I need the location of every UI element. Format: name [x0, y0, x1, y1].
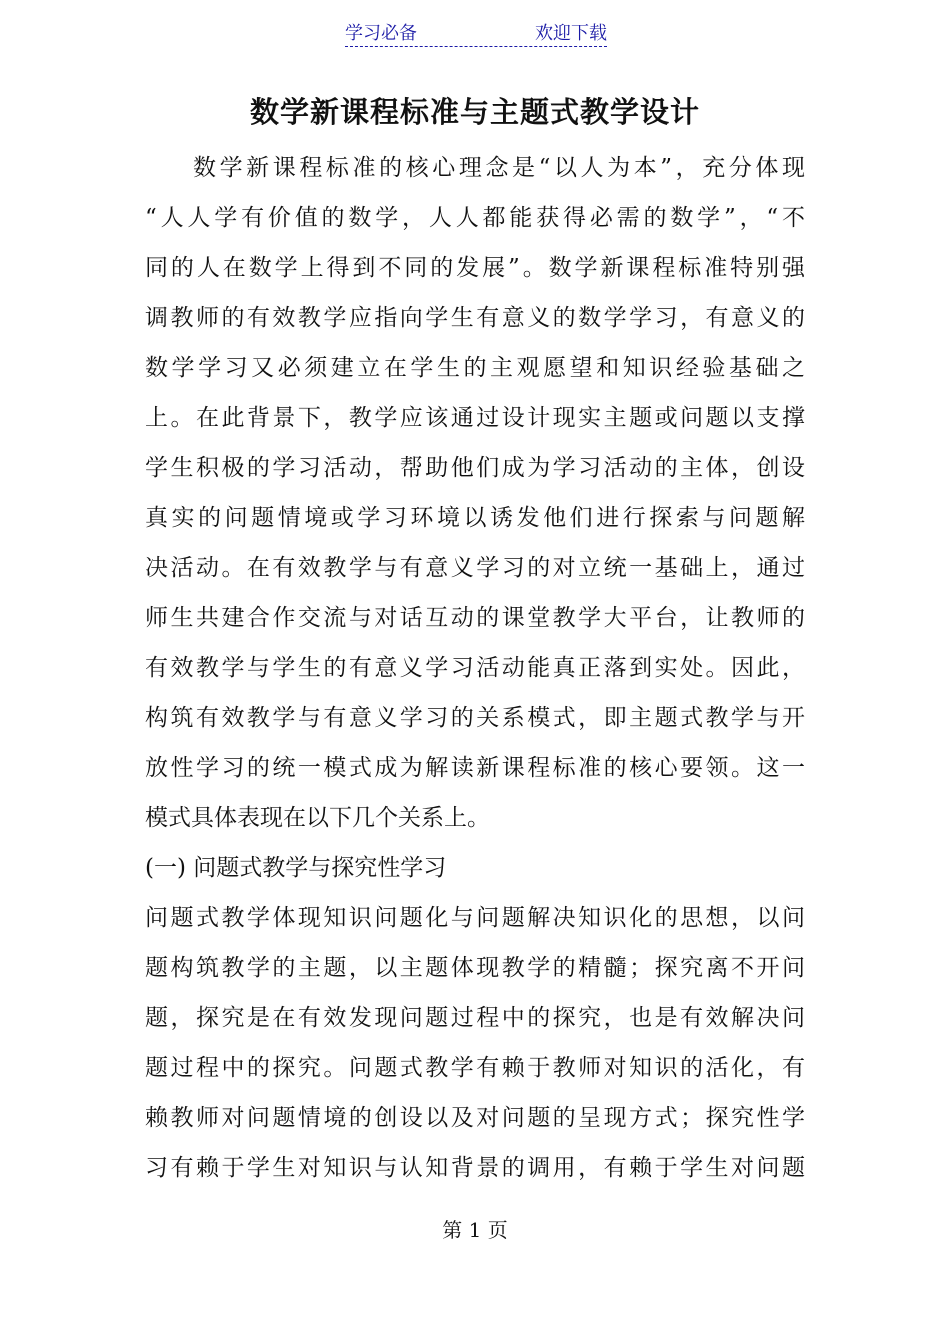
- paragraph-line: 赖教师对问题情境的创设以及对问题的呈现方式；探究性学: [145, 1105, 805, 1131]
- header-left-text: 学习必备: [345, 23, 417, 44]
- paragraph-line: 数学新课程标准的核心理念是“以人为本”，充分体现: [193, 155, 805, 181]
- paragraph-line: 真实的问题情境或学习环境以诱发他们进行探索与问题解: [145, 505, 805, 531]
- paragraph-line: 构筑有效教学与有意义学习的关系模式，即主题式教学与开: [145, 705, 805, 731]
- paragraph-line: 决活动。在有效教学与有意义学习的对立统一基础上，通过: [145, 555, 805, 581]
- paragraph-line: 师生共建合作交流与对话互动的课堂教学大平台，让教师的: [145, 605, 805, 631]
- paragraph-line: 题构筑教学的主题，以主题体现教学的精髓；探究离不开问: [145, 955, 805, 981]
- paragraph-line: 题，探究是在有效发现问题过程中的探究，也是有效解决问: [145, 1005, 805, 1031]
- paragraph-line: 模式具体表现在以下几个关系上。: [145, 805, 490, 831]
- header-right-text: 欢迎下载: [535, 23, 607, 44]
- paragraph-line: 放性学习的统一模式成为解读新课程标准的核心要领。这一: [145, 755, 805, 781]
- document-title: 数学新课程标准与主题式教学设计: [249, 95, 700, 129]
- paragraph-line: 调教师的有效教学应指向学生有意义的数学学习，有意义的: [145, 305, 805, 331]
- section-heading: (一) 问题式教学与探究性学习: [145, 855, 447, 881]
- paragraph-line: “人人学有价值的数学，人人都能获得必需的数学”，“不: [145, 205, 805, 231]
- page-header: [345, 22, 607, 47]
- paragraph-line: 题过程中的探究。问题式教学有赖于教师对知识的活化，有: [145, 1055, 805, 1081]
- paragraph-line: 有效教学与学生的有意义学习活动能真正落到实处。因此，: [145, 655, 805, 681]
- paragraph-line: 上。在此背景下，教学应该通过设计现实主题或问题以支撑: [145, 405, 805, 431]
- paragraph-line: 学生积极的学习活动，帮助他们成为学习活动的主体，创设: [145, 455, 805, 481]
- paragraph-line: 问题式教学体现知识问题化与问题解决知识化的思想，以问: [145, 905, 805, 931]
- paragraph-line: 同的人在数学上得到不同的发展”。数学新课程标准特别强: [145, 255, 805, 281]
- paragraph-line: 数学学习又必须建立在学生的主观愿望和知识经验基础之: [145, 355, 805, 381]
- page-number: 第 1 页: [442, 1218, 508, 1242]
- paragraph-line: 习有赖于学生对知识与认知背景的调用，有赖于学生对问题: [145, 1155, 805, 1181]
